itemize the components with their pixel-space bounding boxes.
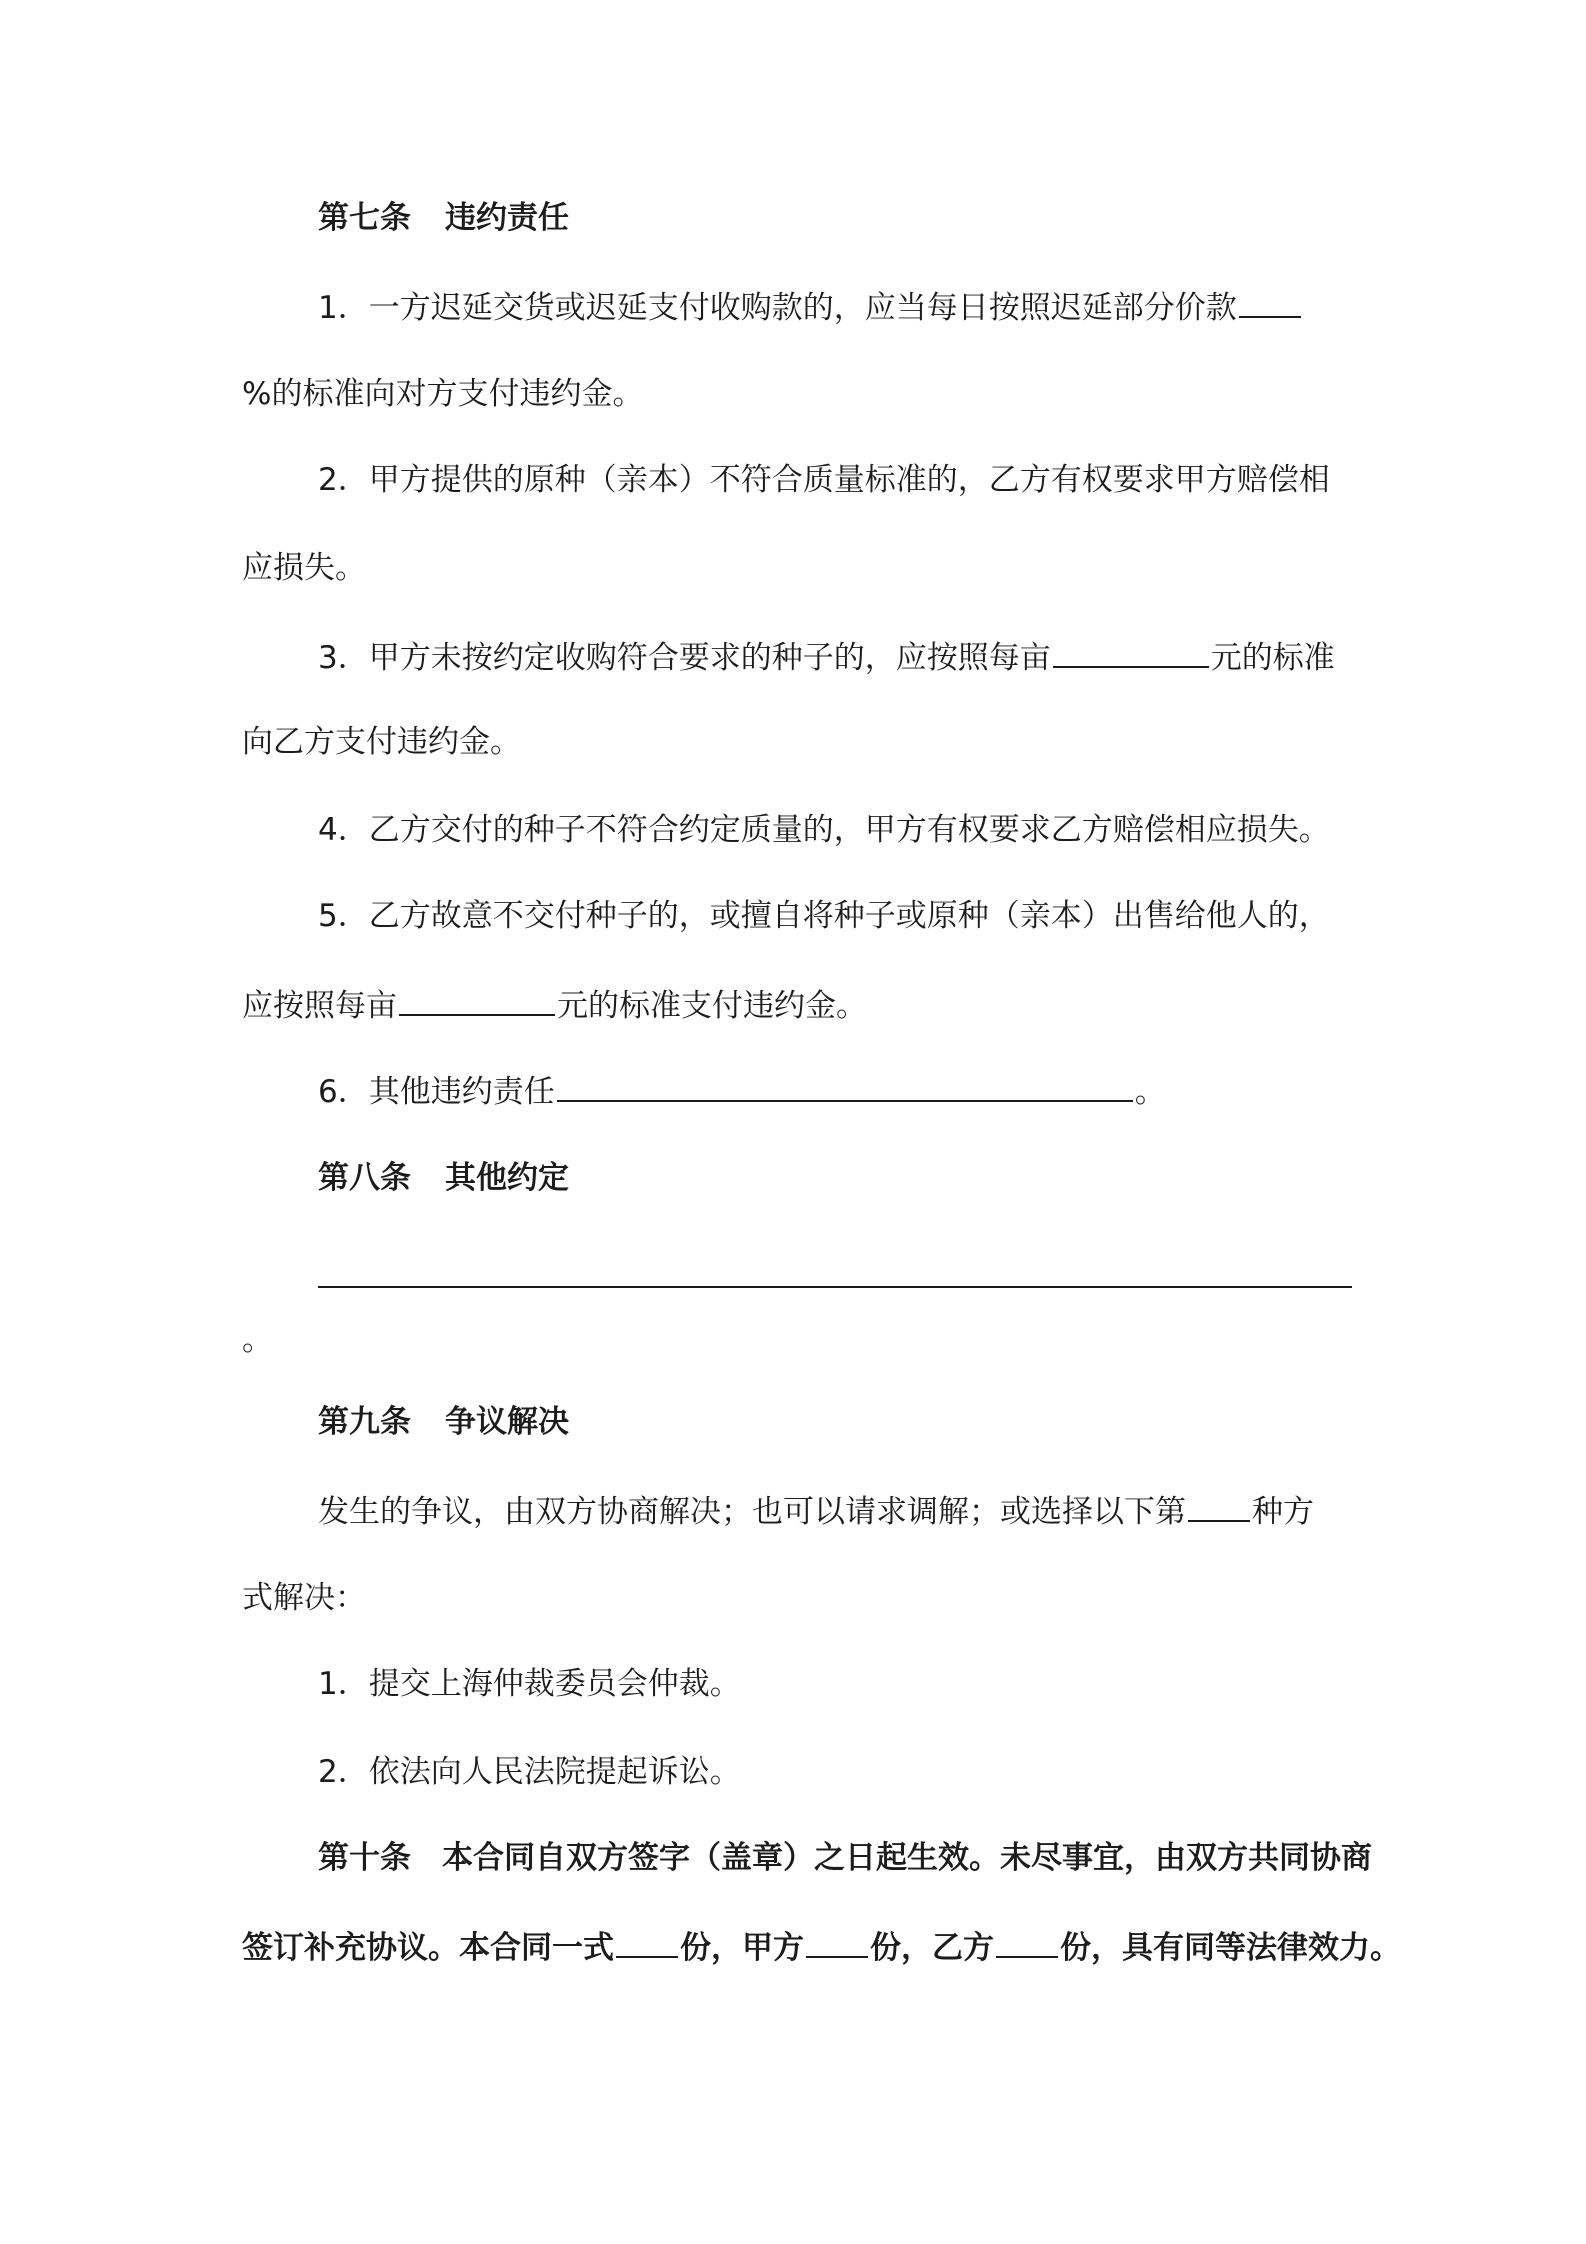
article-8-number: 第八条 (318, 1160, 411, 1196)
clause-text: 3．甲方未按约定收购符合要求的种子的，应按照每亩 (318, 640, 1051, 676)
article-8-title: 其他约定 (445, 1160, 569, 1196)
article-7-clause-3-line-2 (242, 722, 521, 762)
article-9-option-2 (318, 1752, 741, 1792)
blank-line (616, 1926, 678, 1958)
clause-text: 6．其他违约责任 (318, 1074, 555, 1110)
clause-text: 发生的争议，由双方协商解决；也可以请求调解；或选择以下第 (318, 1494, 1186, 1530)
clause-text: 应按照每亩 (242, 988, 397, 1024)
article-7-clause-5-line-1 (318, 896, 1330, 936)
clause-text: 元的标准支付违约金。 (557, 988, 867, 1024)
blank-line (557, 1070, 1133, 1102)
article-8-end-mark (242, 1320, 273, 1360)
blank-line (1239, 286, 1301, 318)
clause-text: 份，乙方 (870, 1930, 994, 1966)
article-7-clause-1-line-1 (318, 286, 1303, 326)
article-7-title: 违约责任 (445, 200, 569, 236)
clause-text: 向乙方支付违约金。 (242, 724, 521, 760)
clause-text: 5．乙方故意不交付种子的，或擅自将种子或原种（亲本）出售给他人的， (318, 898, 1330, 934)
blank-line (1053, 636, 1209, 668)
article-7-clause-6 (318, 1070, 1166, 1110)
clause-text: 4．乙方交付的种子不符合约定质量的，甲方有权要求乙方赔偿相应损失。 (318, 812, 1330, 848)
clause-text: 应损失。 (242, 550, 366, 586)
blank-line (806, 1926, 868, 1958)
article-7-clause-4 (318, 810, 1330, 850)
clause-text: 。 (1134, 1074, 1166, 1110)
clause-text: %的标准向对方支付违约金。 (242, 376, 644, 412)
clause-text: 1．一方迟延交货或迟延支付收购款的，应当每日按照迟延部分价款 (318, 290, 1237, 326)
article-9-paragraph-line-1 (318, 1490, 1314, 1530)
article-7-clause-1-line-2 (242, 374, 643, 414)
clause-text: 第十条 本合同自双方签字（盖章）之日起生效。未尽事宜，由双方共同协商 (318, 1840, 1372, 1876)
article-9-number: 第九条 (318, 1404, 411, 1440)
article-7-clause-2-line-1 (318, 460, 1330, 500)
blank-line (399, 984, 555, 1016)
clause-text: 份，具有同等法律效力。 (1060, 1930, 1401, 1966)
article-9-option-1 (318, 1664, 741, 1704)
article-7-heading (318, 198, 569, 238)
article-10-line-2 (242, 1926, 1401, 1966)
blank-line (996, 1926, 1058, 1958)
article-7-number: 第七条 (318, 200, 411, 236)
article-9-paragraph-line-2 (242, 1578, 366, 1618)
article-10-line-1 (318, 1838, 1372, 1878)
clause-text: 种方 (1252, 1494, 1314, 1530)
blank-line (1188, 1490, 1250, 1522)
article-7-clause-2-line-2 (242, 548, 366, 588)
clause-text: 式解决： (242, 1580, 366, 1616)
article-7-clause-5-line-2 (242, 984, 867, 1024)
article-8-heading (318, 1158, 569, 1198)
clause-text: 。 (242, 1322, 273, 1358)
article-9-title: 争议解决 (445, 1404, 569, 1440)
clause-text: 签订补充协议。本合同一式 (242, 1930, 614, 1966)
clause-text: 元的标准 (1210, 640, 1335, 676)
article-7-clause-3-line-1 (318, 636, 1335, 676)
clause-text: 1．提交上海仲裁委员会仲裁。 (318, 1666, 741, 1702)
clause-text: 2．依法向人民法院提起诉讼。 (318, 1754, 741, 1790)
clause-text: 份，甲方 (680, 1930, 804, 1966)
clause-text: 2．甲方提供的原种（亲本）不符合质量标准的，乙方有权要求甲方赔偿相 (318, 462, 1330, 498)
article-8-blank-line (318, 1286, 1352, 1288)
article-9-heading (318, 1402, 569, 1442)
